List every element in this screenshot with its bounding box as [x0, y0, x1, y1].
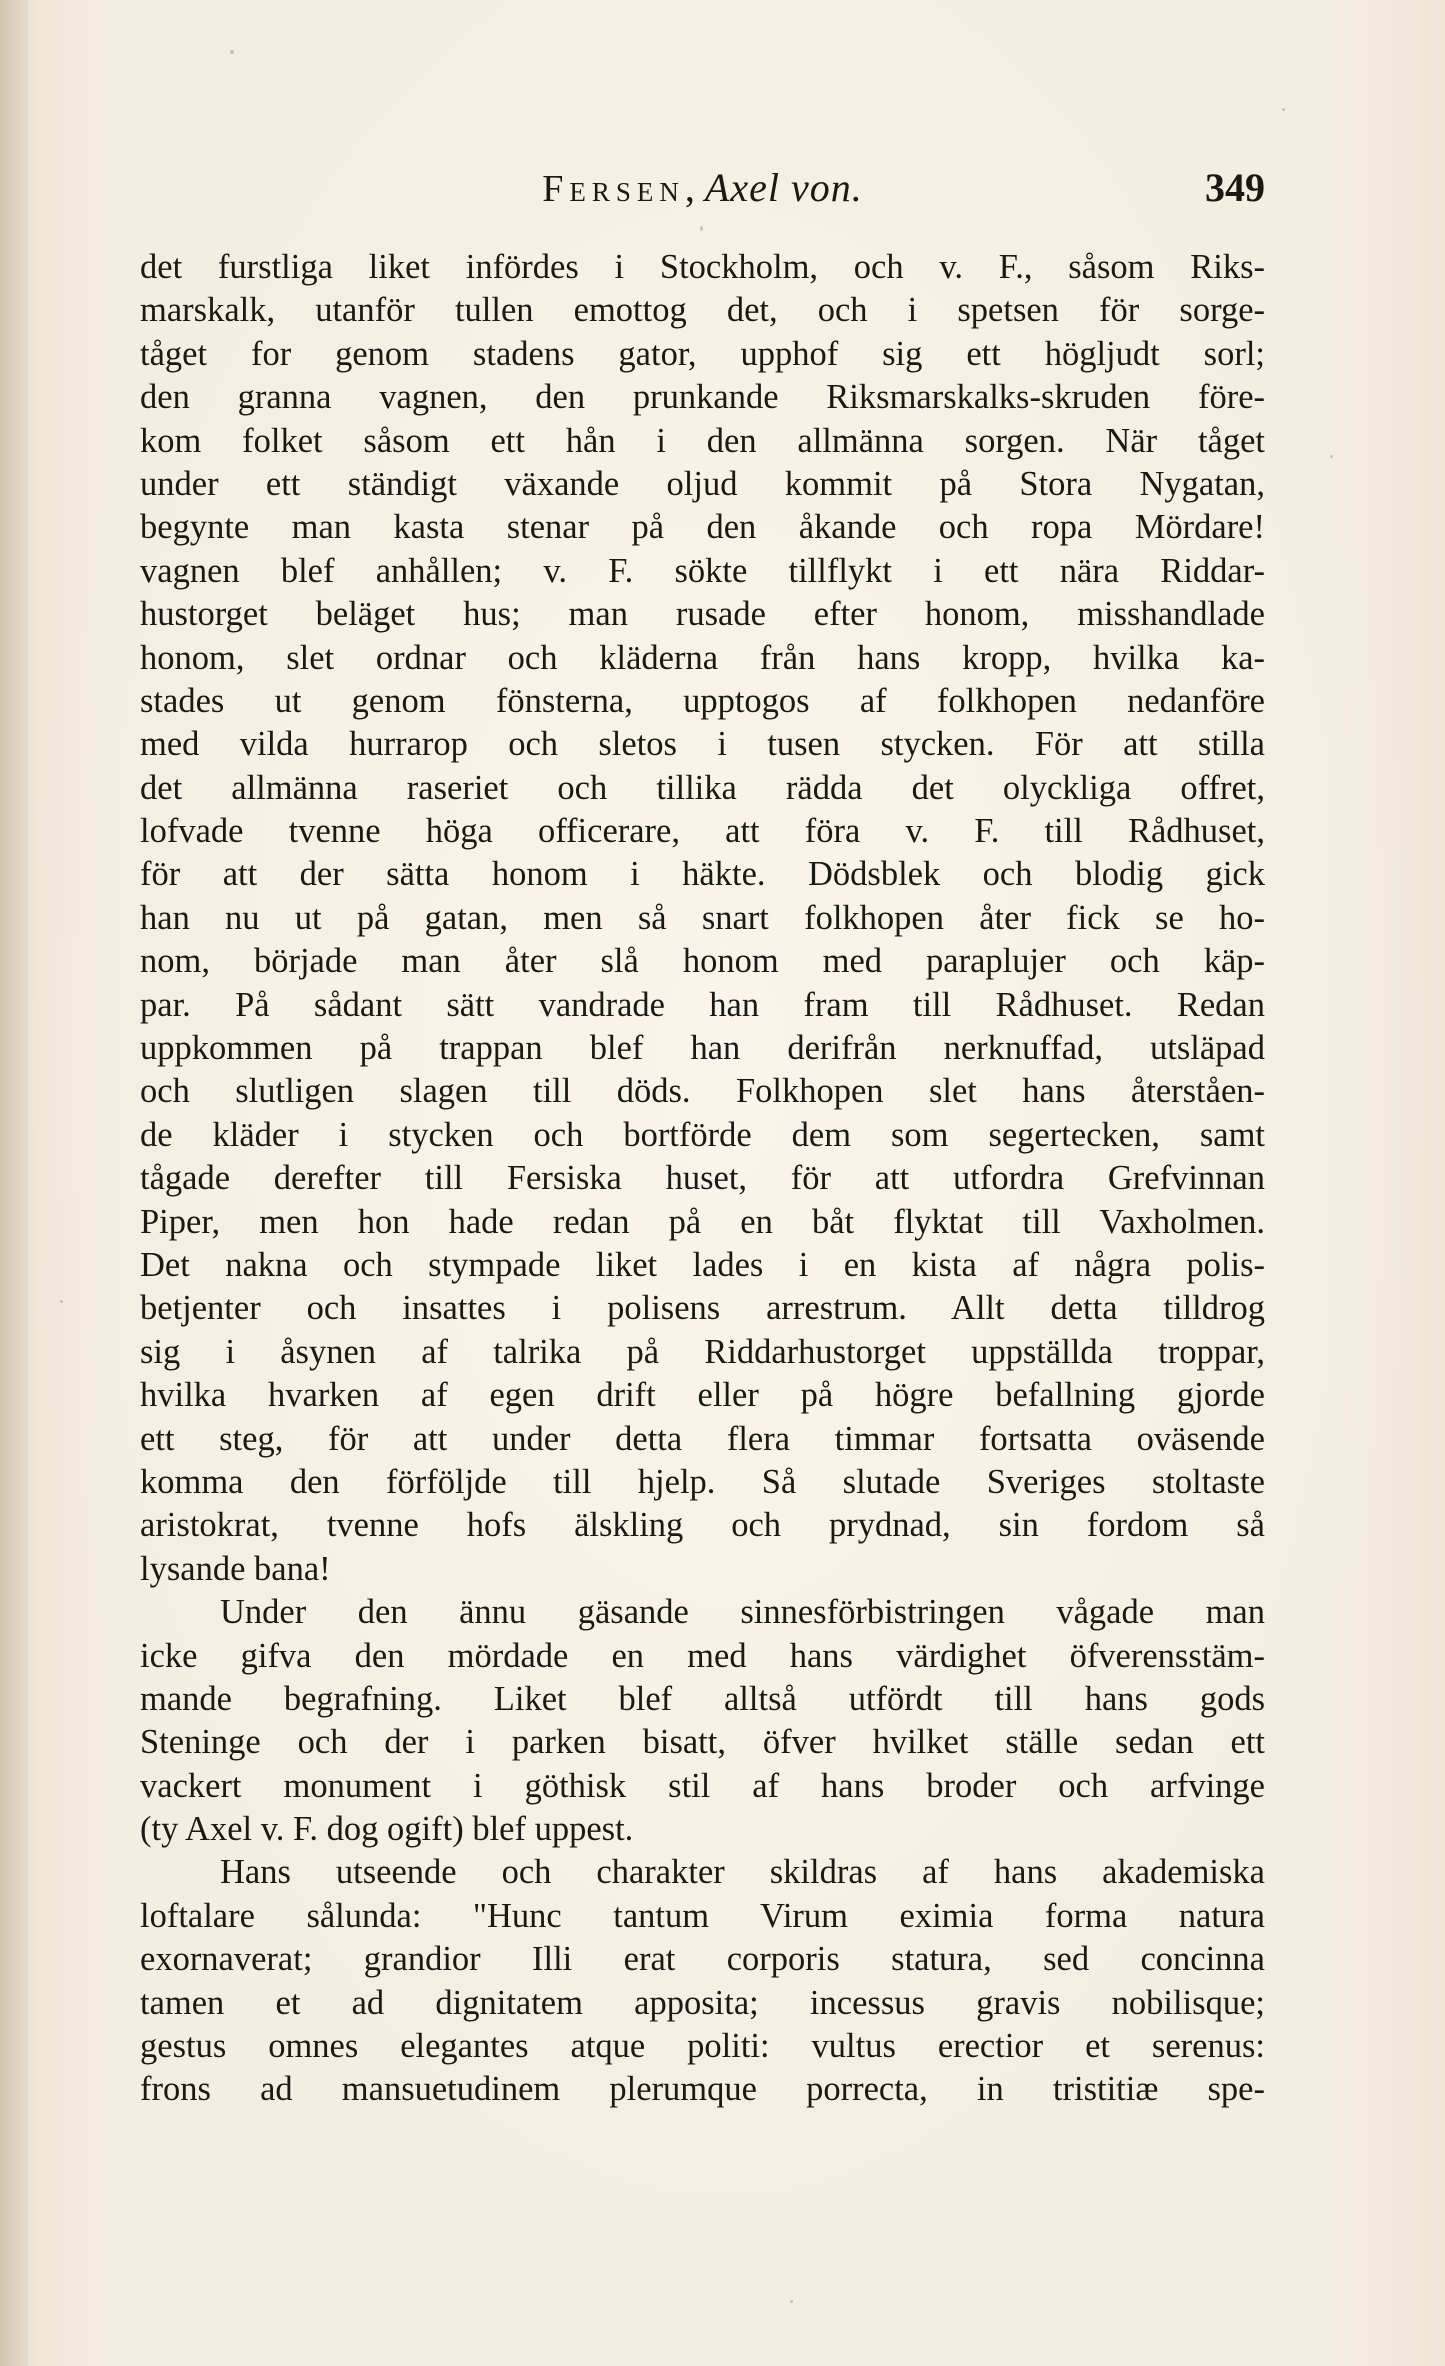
text-line: aristokrat, tvenne hofs älskling och prydnad, sin fordom så — [140, 1506, 1265, 1545]
text-line: för att der sätta honom i häkte. Dödsblek och blodig gick — [140, 855, 1265, 894]
paragraph-start-line: Under den ännu gäsande sinnesförbistringen vågade man — [220, 1593, 1265, 1632]
text-line: icke gifva den mördade en med hans värdighet öfverensstäm- — [140, 1636, 1265, 1675]
text-line: med vilda hurrarop och sletos i tusen stycken. För att stilla — [140, 725, 1265, 764]
header-surname: Fersen — [542, 168, 685, 210]
text-line: ett steg, för att under detta flera timmar fortsatta oväsende — [140, 1419, 1265, 1458]
text-line: betjenter och insattes i polisens arrestrum. Allt detta tilldrog — [140, 1289, 1265, 1328]
paragraph-end-line: (ty Axel v. F. dog ogift) blef uppest. — [140, 1810, 634, 1849]
text-line: exornaverat; grandior Illi erat corporis statura, sed concinna — [140, 1940, 1265, 1979]
page-binding-edge — [0, 0, 28, 2366]
text-line: hustorget beläget hus; man rusade efter honom, misshandlade — [140, 595, 1265, 634]
text-line: tamen et ad dignitatem apposita; incessus gravis nobilisque; — [140, 1983, 1265, 2022]
text-line: vagnen blef anhållen; v. F. sökte tillflykt i ett nära Riddar- — [140, 551, 1265, 590]
text-line: hvilka hvarken af egen drift eller på högre befallning gjorde — [140, 1376, 1265, 1415]
paragraph-start-line: Hans utseende och charakter skildras af hans akademiska — [220, 1853, 1265, 1892]
running-header — [140, 160, 1265, 220]
text-line: nom, började man åter slå honom med paraplujer och käp- — [140, 942, 1265, 981]
text-line: den granna vagnen, den prunkande Riksmarskalks-skruden före- — [140, 378, 1265, 417]
page-number: 349 — [1205, 165, 1265, 210]
text-line: uppkommen på trappan blef han derifrån nerknuffad, utsläpad — [140, 1029, 1265, 1068]
paper-speck — [60, 1300, 63, 1303]
header-given-name: Axel von. — [704, 165, 863, 210]
paper-speck — [1330, 455, 1333, 458]
text-line: det allmänna raseriet och tillika rädda det olyckliga offret, — [140, 768, 1265, 807]
text-line: tåget for genom stadens gator, upphof sig ett högljudt sorl; — [140, 334, 1265, 373]
paragraph-end-line: lysande bana! — [140, 1549, 331, 1588]
body-text — [140, 246, 1265, 2112]
text-line: frons ad mansuetudinem plerumque porrecta, in tristitiæ spe- — [140, 2070, 1265, 2109]
text-line: han nu ut på gatan, men så snart folkhopen åter fick se ho- — [140, 898, 1265, 937]
running-title: Fersen, Axel von. — [542, 165, 863, 210]
text-line: vackert monument i göthisk stil af hans broder och arfvinge — [140, 1766, 1265, 1805]
text-line: och slutligen slagen till döds. Folkhopen slet hans återståen- — [140, 1072, 1265, 1111]
text-line: Piper, men hon hade redan på en båt flyktat till Vaxholmen. — [140, 1202, 1265, 1241]
text-line: tågade derefter till Fersiska huset, för att utfordra Grefvinnan — [140, 1159, 1265, 1198]
text-line: par. På sådant sätt vandrade han fram till Rådhuset. Redan — [140, 985, 1265, 1024]
text-line: komma den förföljde till hjelp. Så slutade Sveriges stoltaste — [140, 1462, 1265, 1501]
paper-speck — [230, 50, 234, 54]
text-line: gestus omnes elegantes atque politi: vultus erectior et serenus: — [140, 2027, 1265, 2066]
text-line: honom, slet ordnar och kläderna från hans kropp, hvilka ka- — [140, 638, 1265, 677]
text-line: de kläder i stycken och bortförde dem som segertecken, samt — [140, 1115, 1265, 1154]
text-line: mande begrafning. Liket blef alltså utfördt till hans gods — [140, 1679, 1265, 1718]
text-line: under ett ständigt växande oljud kommit på Stora Nygatan, — [140, 464, 1265, 503]
text-line: loftalare sålunda: "Hunc tantum Virum eximia forma natura — [140, 1896, 1265, 1935]
text-line: stades ut genom fönsterna, upptogos af folkhopen nedanföre — [140, 681, 1265, 720]
text-line: det furstliga liket infördes i Stockholm, och v. F., såsom Riks- — [140, 248, 1265, 286]
text-line: begynte man kasta stenar på den åkande och ropa Mördare! — [140, 508, 1265, 547]
text-line: kom folket såsom ett hån i den allmänna sorgen. När tåget — [140, 421, 1265, 460]
text-line: sig i åsynen af talrika på Riddarhustorget uppställda troppar, — [140, 1332, 1265, 1371]
text-line: marskalk, utanför tullen emottog det, och i spetsen för sorge- — [140, 291, 1265, 330]
paper-speck — [790, 2300, 793, 2303]
paper-speck — [700, 226, 703, 231]
text-line: Steninge och der i parken bisatt, öfver hvilket ställe sedan ett — [140, 1723, 1265, 1762]
text-line: lofvade tvenne höga officerare, att föra v. F. till Rådhuset, — [140, 812, 1265, 851]
text-line: Det nakna och stympade liket lades i en kista af några polis- — [140, 1245, 1265, 1284]
paper-speck — [1282, 108, 1285, 111]
